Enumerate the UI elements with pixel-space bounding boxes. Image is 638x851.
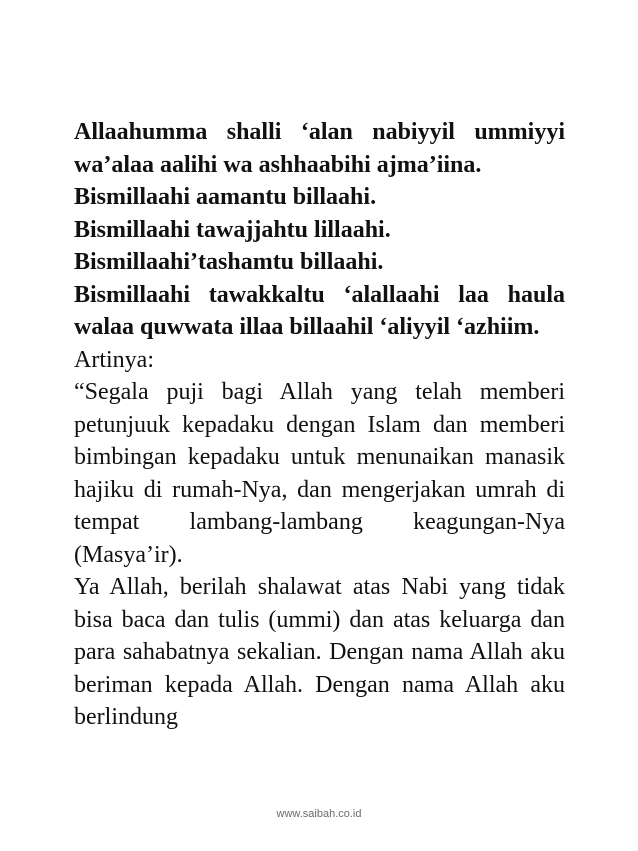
translation-label: Artinya: [74, 346, 154, 373]
translation-paragraph: Ya Allah, berilah shalawat atas Nabi yang tidak bisa baca dan tulis (ummi) dan atas keluarga dan para sahabatnya sekalian. Dengan nama Allah aku beriman kepada Allah. Dengan nama Allah aku berlindung [74, 574, 565, 730]
page-content [74, 116, 565, 734]
doa-line-aamantu: Bismillaahi aamantu billaahi. [74, 184, 377, 210]
doa-tawakkaltu-paragraph: Bismillaahi tawakkaltu ‘alallaahi laa haula walaa quwwata illaa billaahil ‘aliyyil ‘azhiim. [74, 281, 565, 340]
translation-paragraph: “Segala puji bagi Allah yang telah memberi petunjuuk kepadaku dengan Islam dan memberi bimbingan kepadaku untuk menunaikan manasik hajiku di rumah-Nya, dan mengerjakan umrah di tempat lambang-lambang keagungan-Nya (Masya’ir). [74, 379, 565, 568]
footer-url: www.saibah.co.id [276, 808, 362, 820]
doa-line-tawajjahtu: Bismillaahi tawajjahtu lillaahi. [74, 216, 391, 243]
doa-salawat-paragraph: Allaahumma shalli ‘alan nabiyyil ummiyyi wa’alaa aalihi wa ashhaabihi ajma’iina. [74, 119, 565, 178]
doa-line-tashamtu: Bismillaahi’tashamtu billaahi. [74, 249, 384, 275]
